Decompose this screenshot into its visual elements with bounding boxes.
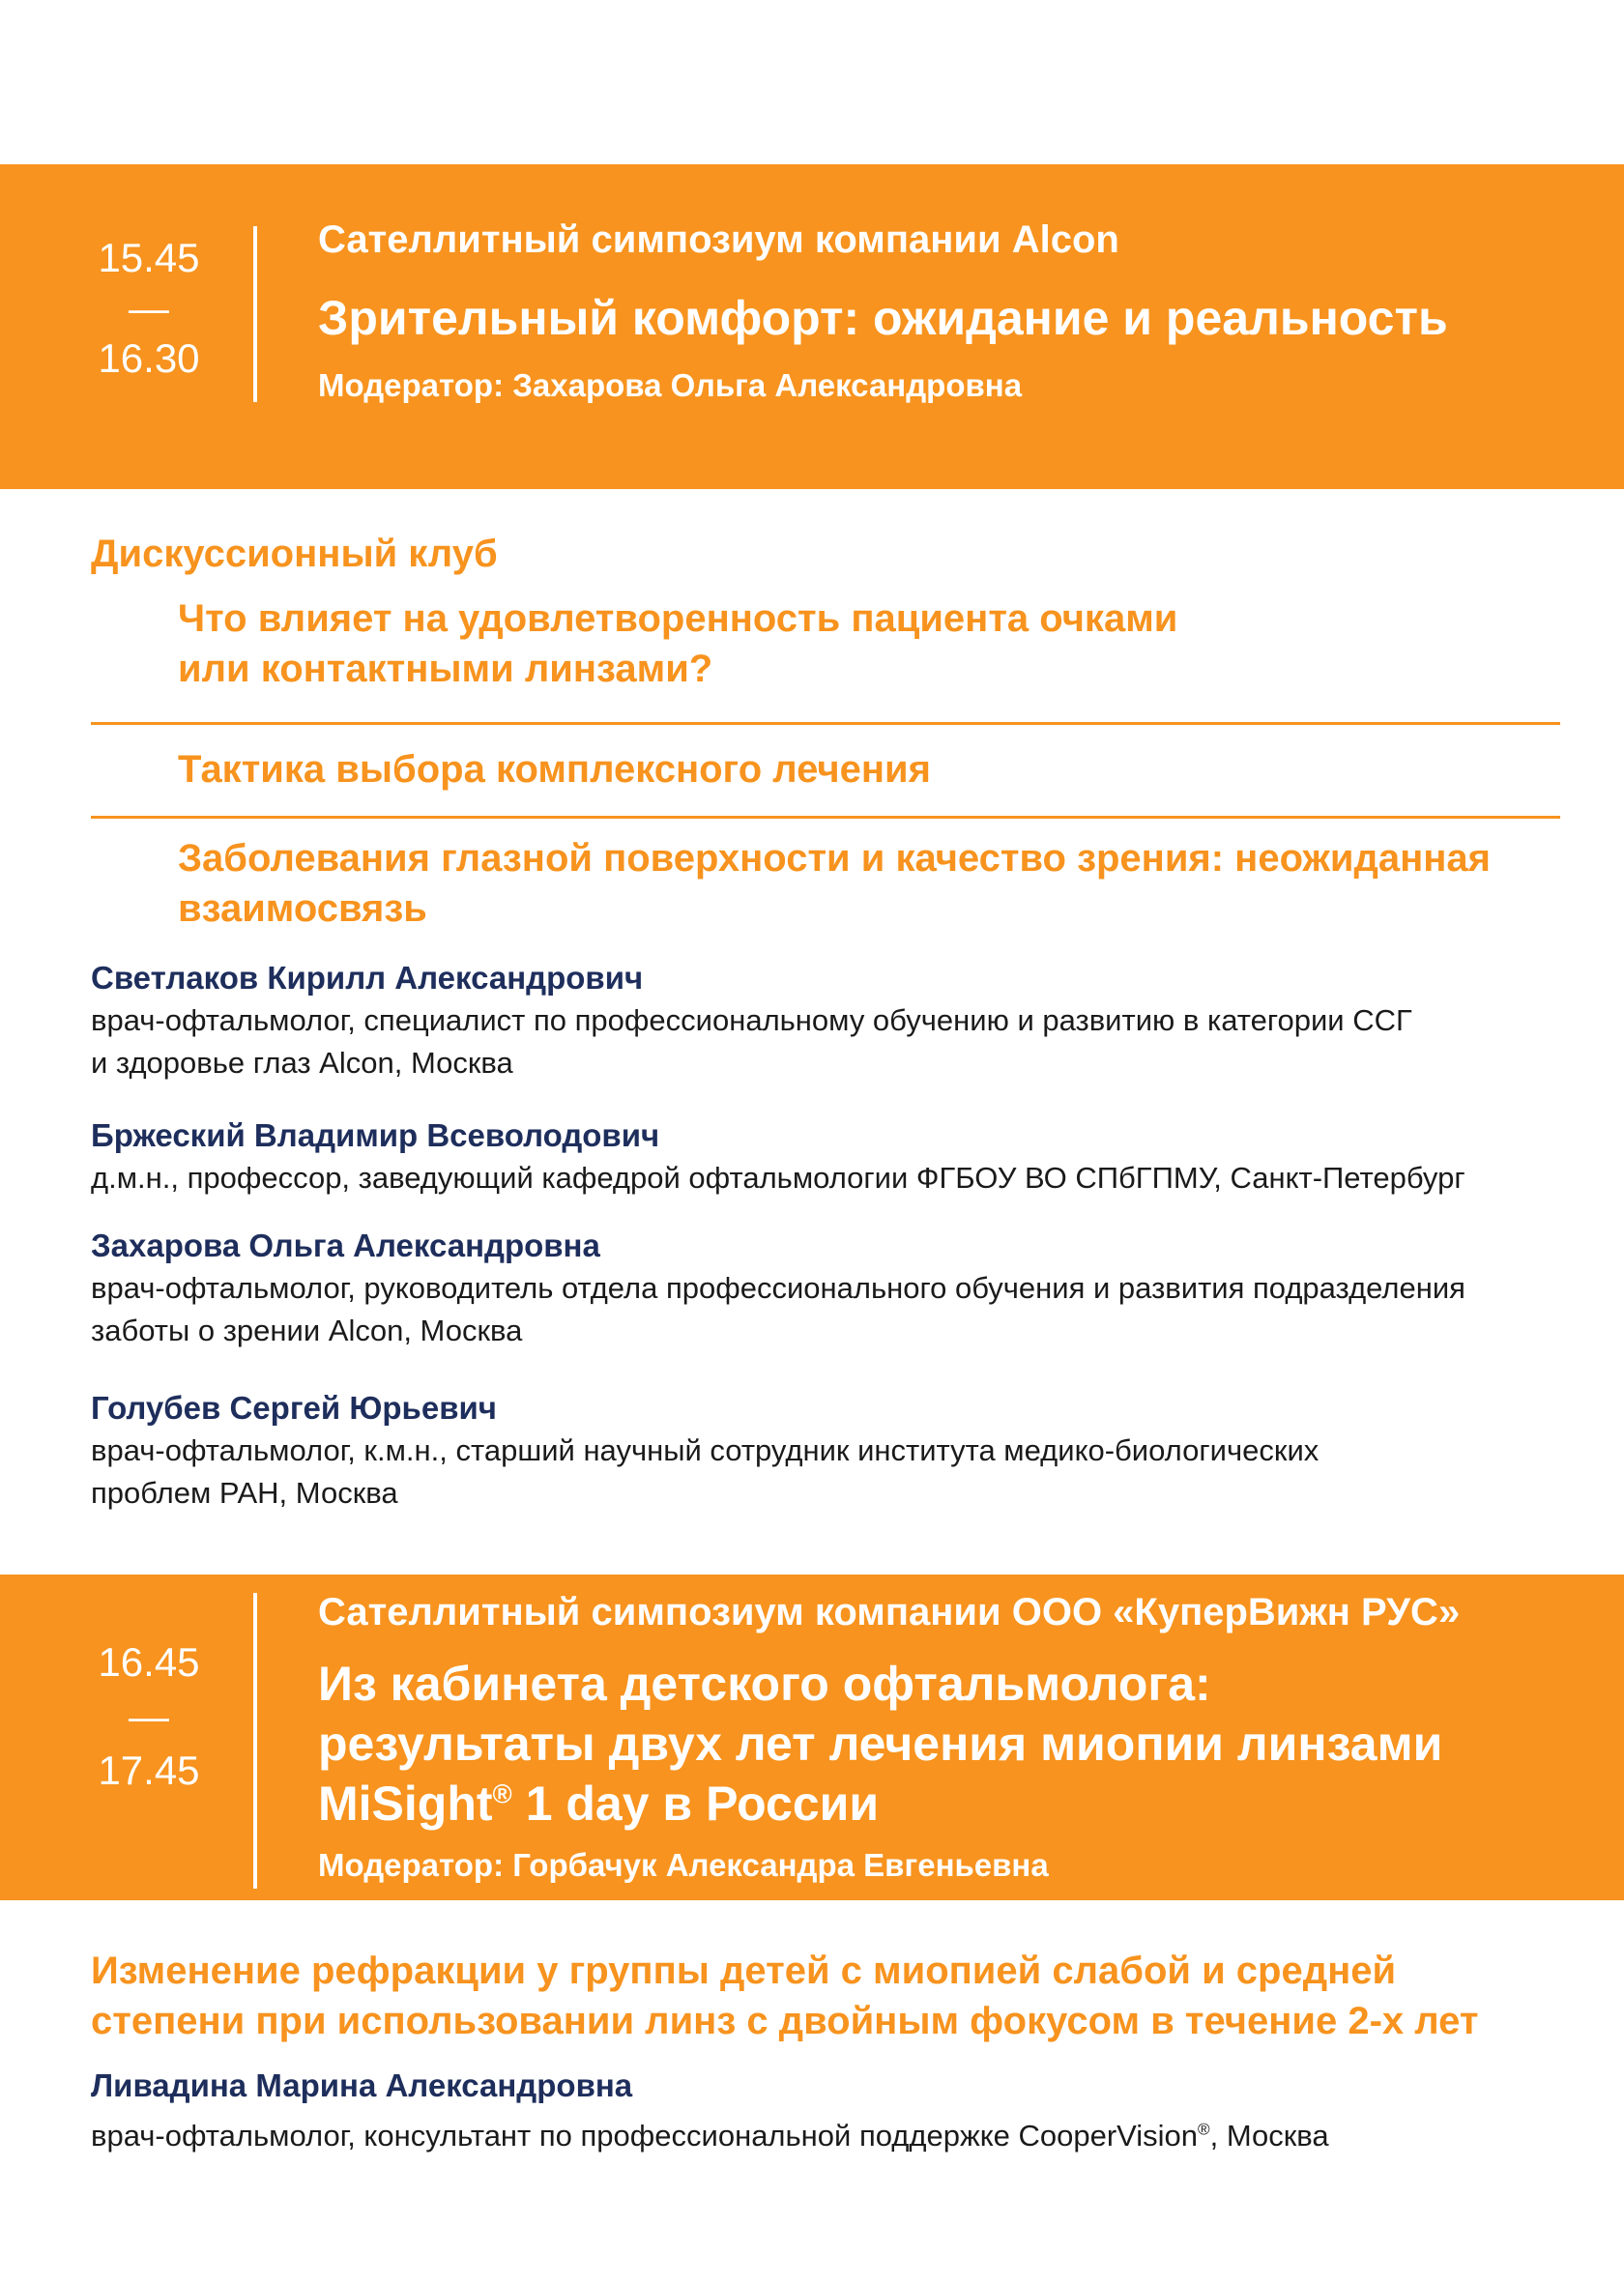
session-title-line3 — [318, 1774, 1442, 1834]
speaker-zakharova — [91, 1225, 1465, 1352]
registered-mark: ® — [492, 1778, 512, 1809]
session-title: Зрительный комфорт: ожидание и реальность — [318, 291, 1448, 345]
speaker-svetlakov — [91, 957, 1412, 1084]
speaker-name: Ливадина Марина Александровна — [91, 2067, 633, 2103]
session-time-start: 16.45 — [98, 1639, 200, 1685]
time-divider — [253, 1593, 257, 1889]
session-subtitle: Сателлитный симпозиум компании Alcon — [318, 218, 1119, 261]
speaker-desc-line1: д.м.н., профессор, заведующий кафедрой офтальмологии ФГБОУ ВО СПбГПМУ, Санкт-Петербург — [91, 1161, 1465, 1195]
talk-title-line2: степени при использовании линз с двойным фокусом в течение 2-х лет — [91, 2000, 1479, 2042]
speaker-name: Голубев Сергей Юрьевич — [91, 1390, 497, 1426]
speaker-desc-line1: врач-офтальмолог, руководитель отдела профессионального обучения и развития подразделения — [91, 1271, 1465, 1305]
speaker-desc-line1: врач-офтальмолог, к.м.н., старший научный сотрудник института медико-биологических — [91, 1433, 1320, 1467]
session-band-alcon — [0, 164, 1624, 489]
speaker-desc-line1: врач-офтальмолог, специалист по профессиональному обучению и развитию в категории ССГ — [91, 1003, 1412, 1037]
speaker-name: Бржеский Владимир Всеволодович — [91, 1117, 660, 1153]
session-band-coopervision — [0, 1575, 1624, 1900]
session-time-dash: — — [129, 1693, 169, 1739]
session-title-line1: Из кабинета детского офтальмолога: — [318, 1657, 1211, 1711]
speaker-desc-line2: и здоровье глаз Alcon, Москва — [91, 1046, 513, 1080]
speaker-desc-line2: заботы о зрении Alcon, Москва — [91, 1314, 523, 1347]
registered-mark: ® — [1198, 2120, 1210, 2139]
speaker-name: Светлаков Кирилл Александрович — [91, 960, 644, 996]
speaker-golubev — [91, 1387, 1319, 1515]
session-title — [318, 1654, 1442, 1834]
speaker-desc-line1 — [91, 2115, 1329, 2157]
club-topic-3-line1: Заболевания глазной поверхности и качество зрения: неожиданная — [178, 837, 1491, 880]
time-divider — [253, 226, 257, 402]
speaker-desc-line2: проблем РАН, Москва — [91, 1476, 398, 1510]
talk-title-line1: Изменение рефракции у группы детей с миопией слабой и средней — [91, 1950, 1397, 1992]
product-name: MiSight — [318, 1777, 493, 1831]
session-time-end: 17.45 — [98, 1748, 200, 1793]
club-topic-3-line2: взаимосвязь — [178, 887, 427, 930]
session-moderator: Модератор: Горбачук Александра Евгеньевна — [318, 1847, 1049, 1883]
session-title-line2: результаты двух лет лечения миопии линзами — [318, 1717, 1443, 1771]
speaker-name: Захарова Ольга Александровна — [91, 1228, 600, 1263]
session-subtitle: Сателлитный симпозиум компании ООО «КуперВижн РУС» — [318, 1591, 1461, 1633]
club-heading: Дискуссионный клуб — [91, 533, 498, 575]
session-time-dash: — — [129, 285, 169, 331]
speaker-desc-city: , Москва — [1209, 2119, 1329, 2153]
club-topic-3 — [178, 833, 1491, 934]
club-topic-1-line1: Что влияет на удовлетворенность пациента очками — [178, 597, 1178, 640]
club-divider-2 — [91, 816, 1560, 819]
session-time-start: 15.45 — [98, 235, 200, 280]
talk-title — [91, 1946, 1478, 2046]
speaker-livadina — [91, 2065, 1329, 2157]
session-time-end: 16.30 — [98, 335, 200, 381]
club-divider-1 — [91, 722, 1560, 725]
speaker-brzheskiy — [91, 1114, 1465, 1199]
club-topic-2: Тактика выбора комплексного лечения — [178, 748, 931, 791]
speaker-desc-text: врач-офтальмолог, консультант по профессиональной поддержке CooperVision — [91, 2119, 1199, 2153]
session-title-line3-rest: 1 day в России — [511, 1777, 880, 1831]
session-moderator: Модератор: Захарова Ольга Александровна — [318, 367, 1023, 403]
club-topic-1-line2: или контактными линзами? — [178, 648, 713, 690]
club-topic-1 — [178, 593, 1177, 694]
